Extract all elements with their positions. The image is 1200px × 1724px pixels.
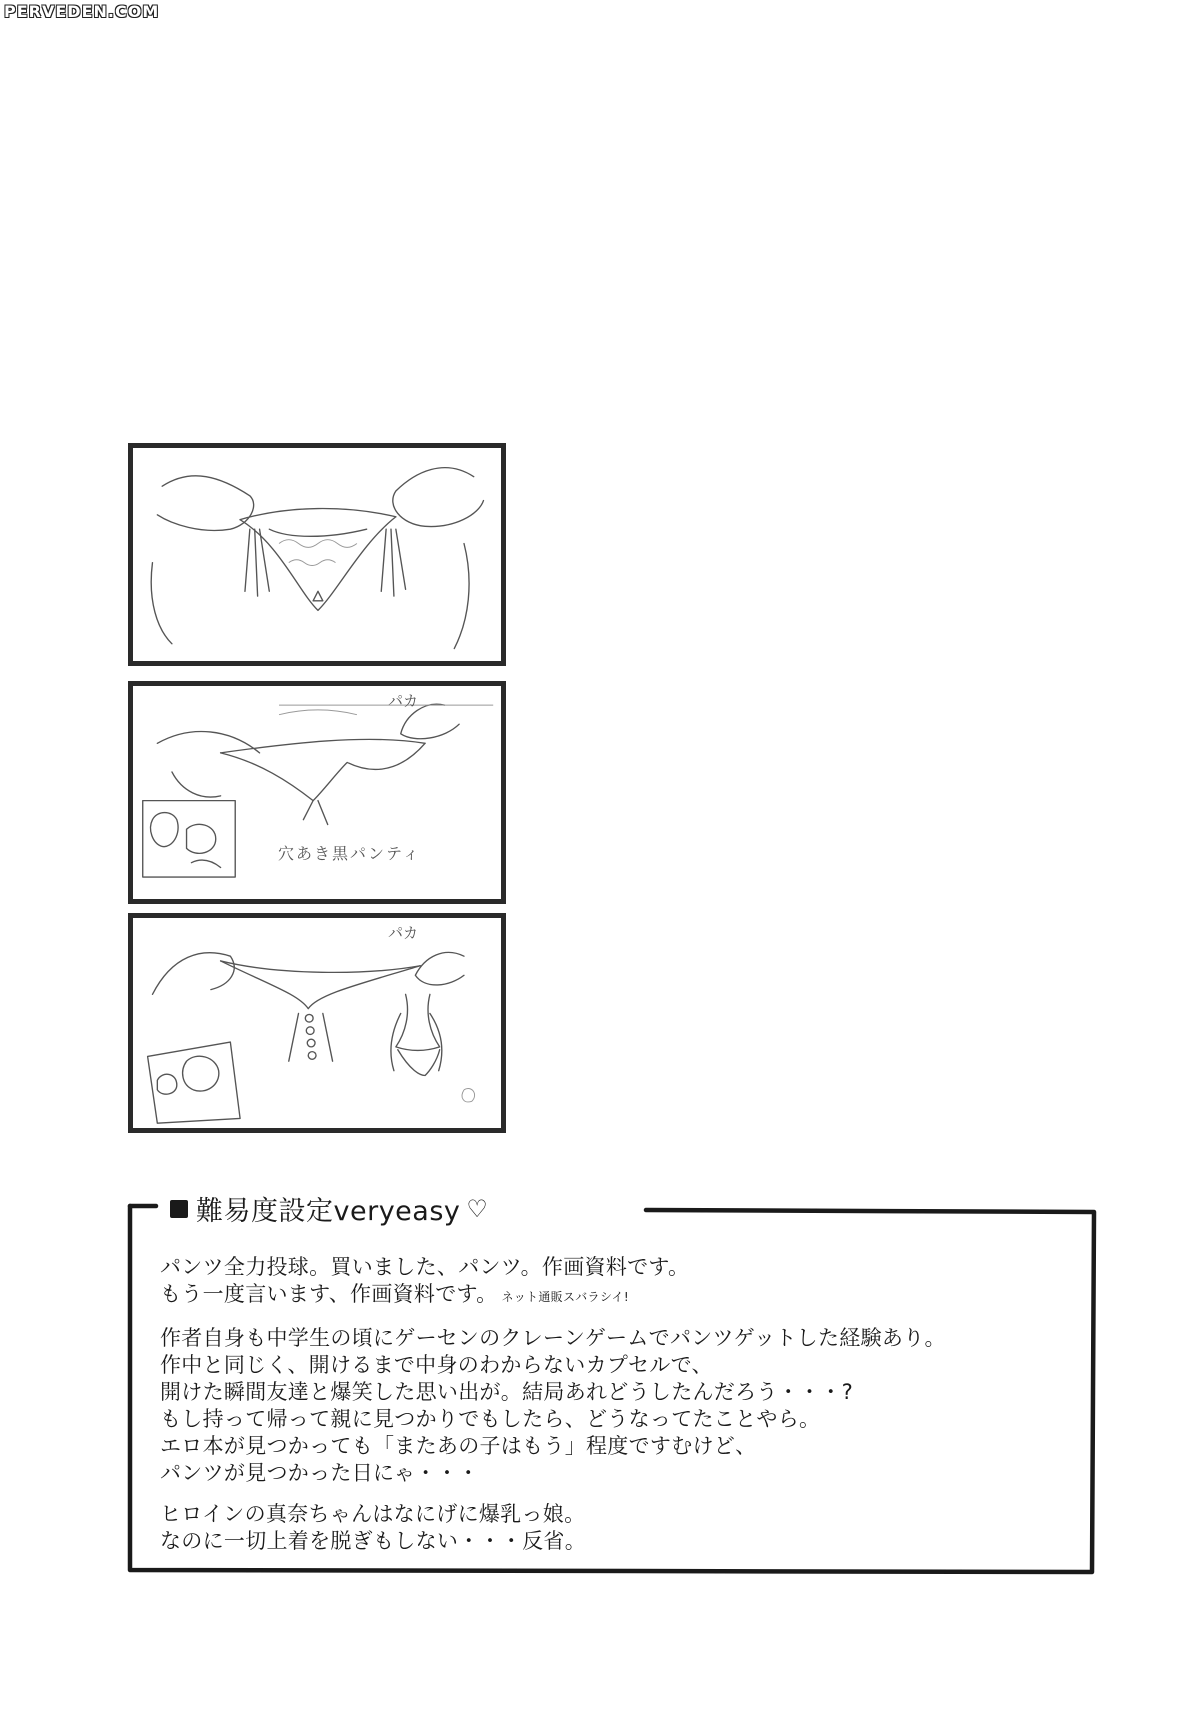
note-paragraph-2 bbox=[160, 1325, 1080, 1487]
panel-3-sfx: パカ bbox=[388, 924, 419, 942]
note-line bbox=[160, 1281, 1080, 1311]
note-body bbox=[160, 1254, 1080, 1555]
note-aside: ネット通販スバラシイ! bbox=[501, 1290, 629, 1304]
panties-sketch-3 bbox=[133, 918, 501, 1128]
panel-2-sfx: パカ bbox=[388, 692, 419, 710]
note-line: パンツ全力投球。買いました、パンツ。作画資料です。 bbox=[160, 1255, 690, 1279]
note-heading-text: 難易度設定veryeasy bbox=[196, 1196, 461, 1227]
panel-2-caption: 穴あき黒パンティ bbox=[278, 844, 421, 863]
note-line: ヒロインの真奈ちゃんはなにげに爆乳っ娘。 bbox=[160, 1502, 586, 1526]
note-line: なのに一切上着を脱ぎもしない・・・反省。 bbox=[160, 1529, 586, 1553]
panties-sketch-1 bbox=[133, 448, 501, 661]
author-note-box bbox=[126, 1194, 1098, 1578]
note-line: もし持って帰って親に見つかりでもしたら、どうなってたことやら。 bbox=[160, 1407, 821, 1431]
note-line: 開けた瞬間友達と爆笑した思い出が。結局あれどうしたんだろう・・・? bbox=[160, 1380, 854, 1404]
heart-icon: ♡ bbox=[466, 1194, 489, 1223]
panties-sketch-2 bbox=[133, 686, 501, 899]
note-line: 作者自身も中学生の頃にゲーセンのクレーンゲームでパンツゲットした経験あり。 bbox=[160, 1326, 946, 1350]
note-line: エロ本が見つかっても「またあの子はもう」程度ですむけど、 bbox=[160, 1434, 757, 1458]
square-bullet-icon bbox=[170, 1200, 188, 1218]
note-paragraph-1 bbox=[160, 1254, 1080, 1311]
note-paragraph-3 bbox=[160, 1501, 1080, 1555]
sketch-panel-2 bbox=[128, 681, 506, 904]
sketch-panel-1 bbox=[128, 443, 506, 666]
site-watermark: PERVEDEN.COM bbox=[4, 2, 160, 21]
note-line: パンツが見つかった日にゃ・・・ bbox=[160, 1461, 480, 1485]
note-line: 作中と同じく、開けるまで中身のわからないカプセルで、 bbox=[160, 1353, 713, 1377]
note-line-text: もう一度言います、作画資料です。 bbox=[160, 1282, 498, 1306]
note-heading bbox=[162, 1189, 496, 1228]
sketch-panel-3 bbox=[128, 913, 506, 1133]
